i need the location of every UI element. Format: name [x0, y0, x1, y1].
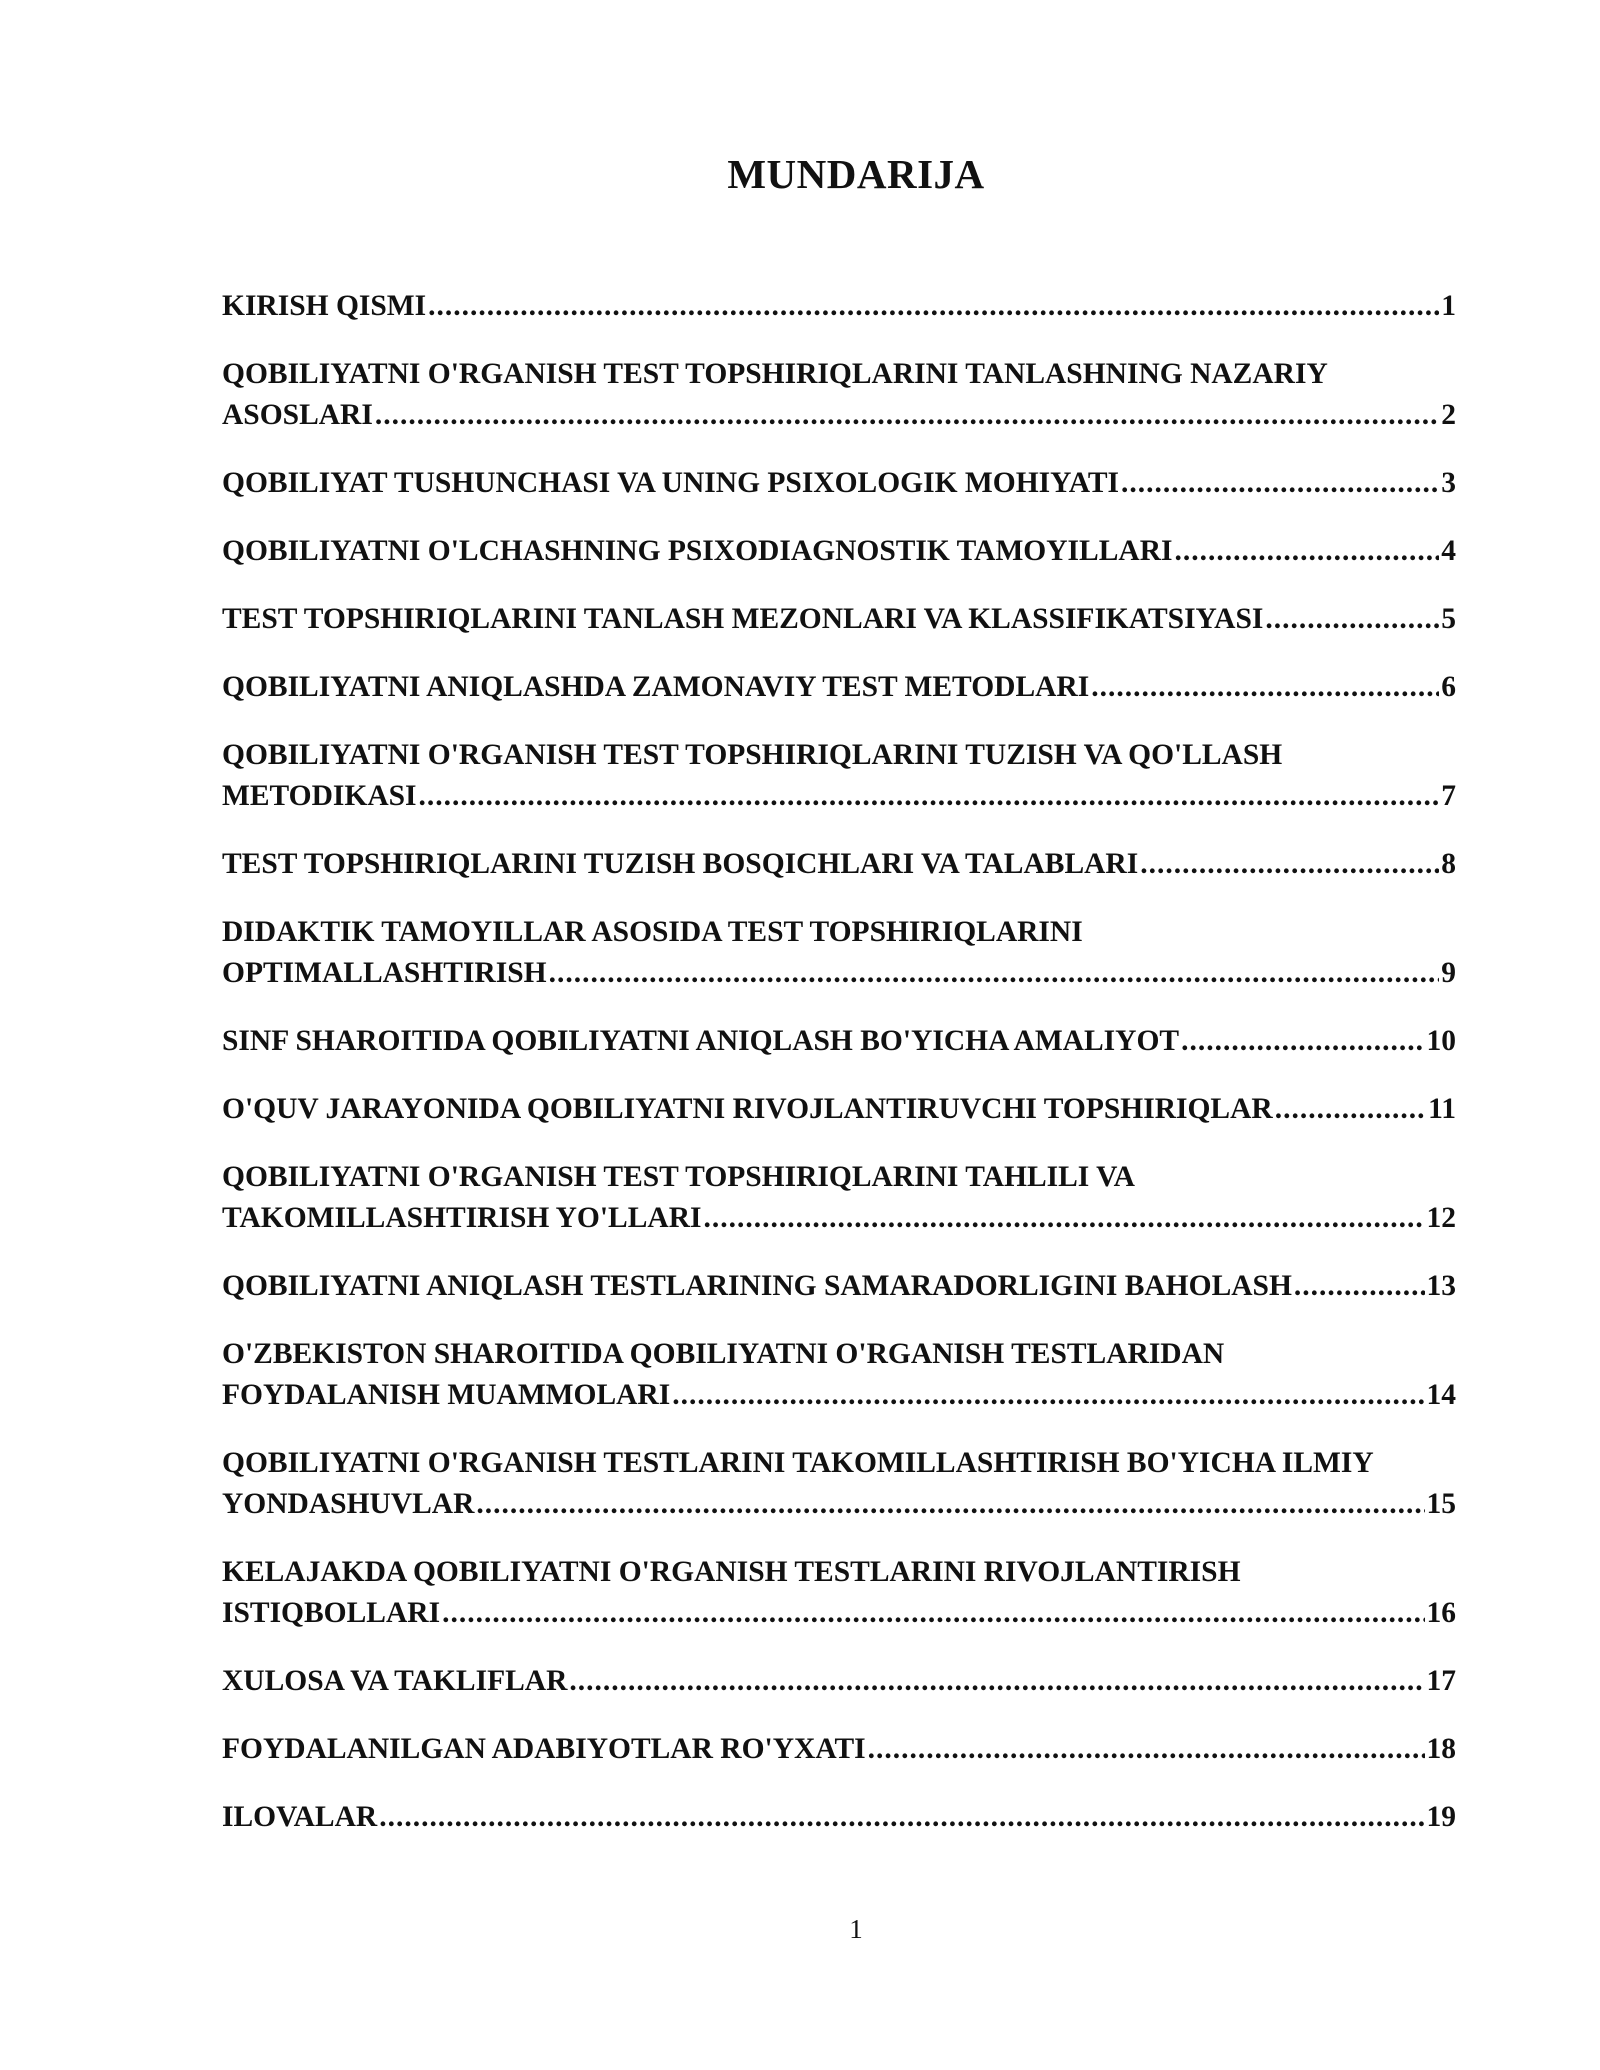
toc-entry-title: YONDASHUVLAR	[222, 1488, 475, 1520]
toc-entry-last-line	[222, 1661, 1456, 1702]
toc-dot-leader	[1275, 1089, 1426, 1130]
toc-entry-last-line	[222, 1089, 1456, 1130]
toc-entry-last-line	[222, 1729, 1456, 1770]
toc-entry-last-line	[222, 1021, 1456, 1062]
toc-page-number: 1	[1441, 290, 1456, 322]
toc-page-number: 14	[1426, 1379, 1456, 1411]
toc-entry-last-line	[222, 463, 1456, 504]
toc-entry-last-line	[222, 1266, 1456, 1307]
toc-dot-leader	[1174, 531, 1439, 572]
table-of-contents	[222, 286, 1456, 1865]
toc-page-number: 18	[1426, 1733, 1456, 1765]
toc-page-number: 16	[1426, 1597, 1456, 1629]
toc-entry-title: XULOSA VA TAKLIFLAR	[222, 1665, 568, 1697]
toc-entry[interactable]	[222, 1443, 1456, 1525]
toc-dot-leader	[1091, 667, 1439, 708]
toc-entry-last-line	[222, 1593, 1456, 1634]
toc-page-number: 3	[1441, 467, 1456, 499]
toc-dot-leader	[375, 395, 1439, 436]
toc-entry[interactable]	[222, 1797, 1456, 1838]
toc-page-number: 5	[1441, 603, 1456, 635]
toc-page-number: 17	[1426, 1665, 1456, 1697]
toc-entry[interactable]	[222, 354, 1456, 436]
toc-page-number: 8	[1441, 848, 1456, 880]
toc-entry-title: SINF SHAROITIDA QOBILIYATNI ANIQLASH BO'YICHA AMALIYOT	[222, 1025, 1180, 1057]
toc-dot-leader	[1181, 1021, 1424, 1062]
toc-entry-last-line	[222, 1198, 1456, 1239]
toc-entry-title-line1: QOBILIYATNI O'RGANISH TEST TOPSHIRIQLARINI TUZISH VA QO'LLASH	[222, 739, 1283, 771]
toc-entry-last-line	[222, 531, 1456, 572]
toc-entry[interactable]	[222, 599, 1456, 640]
toc-entry-title: ILOVALAR	[222, 1801, 378, 1833]
toc-entry[interactable]	[222, 844, 1456, 885]
toc-page-number: 13	[1426, 1270, 1456, 1302]
toc-entry-title: TAKOMILLASHTIRISH YO'LLARI	[222, 1202, 702, 1234]
toc-entry-title-line1: QOBILIYATNI O'RGANISH TESTLARINI TAKOMILLASHTIRISH BO'YICHA ILMIY	[222, 1447, 1374, 1479]
toc-entry-last-line	[222, 1484, 1456, 1525]
toc-entry-title: O'QUV JARAYONIDA QOBILIYATNI RIVOJLANTIRUVCHI TOPSHIRIQLAR	[222, 1093, 1273, 1125]
toc-entry-last-line	[222, 776, 1456, 817]
toc-entry-last-line	[222, 1375, 1456, 1416]
toc-entry-title: QOBILIYATNI ANIQLASHDA ZAMONAVIY TEST METODLARI	[222, 671, 1090, 703]
toc-entry-title: ASOSLARI	[222, 399, 373, 431]
toc-page-number: 7	[1441, 780, 1456, 812]
toc-entry-title-line1: O'ZBEKISTON SHAROITIDA QOBILIYATNI O'RGANISH TESTLARIDAN	[222, 1338, 1225, 1370]
page-number: 1	[849, 1914, 863, 1944]
toc-dot-leader	[1294, 1266, 1425, 1307]
toc-dot-leader	[442, 1593, 1424, 1634]
toc-entry[interactable]	[222, 735, 1456, 817]
toc-entry[interactable]	[222, 1334, 1456, 1416]
toc-entry-title: TEST TOPSHIRIQLARINI TANLASH MEZONLARI VA KLASSIFIKATSIYASI	[222, 603, 1264, 635]
toc-entry[interactable]	[222, 463, 1456, 504]
toc-entry-last-line	[222, 599, 1456, 640]
toc-dot-leader	[549, 953, 1440, 994]
toc-entry-title: OPTIMALLASHTIRISH	[222, 957, 547, 989]
toc-dot-leader	[703, 1198, 1424, 1239]
toc-entry-last-line	[222, 667, 1456, 708]
toc-entry-title: METODIKASI	[222, 780, 417, 812]
toc-entry[interactable]	[222, 667, 1456, 708]
toc-page-number: 10	[1426, 1025, 1456, 1057]
toc-entry-last-line	[222, 844, 1456, 885]
toc-entry-title: QOBILIYATNI O'LCHASHNING PSIXODIAGNOSTIK TAMOYILLARI	[222, 535, 1173, 567]
toc-entry-title: FOYDALANISH MUAMMOLARI	[222, 1379, 671, 1411]
toc-dot-leader	[1121, 463, 1439, 504]
toc-page-number: 11	[1428, 1093, 1456, 1125]
toc-dot-leader	[419, 776, 1440, 817]
toc-entry-title: FOYDALANILGAN ADABIYOTLAR RO'YXATI	[222, 1733, 866, 1765]
toc-page-number: 9	[1441, 957, 1456, 989]
toc-dot-leader	[569, 1661, 1424, 1702]
toc-entry-last-line	[222, 953, 1456, 994]
toc-entry[interactable]	[222, 1266, 1456, 1307]
toc-entry-title: QOBILIYATNI ANIQLASH TESTLARINING SAMARADORLIGINI BAHOLASH	[222, 1270, 1292, 1302]
toc-entry-title: ISTIQBOLLARI	[222, 1597, 441, 1629]
toc-page-number: 4	[1441, 535, 1456, 567]
toc-page-number: 2	[1441, 399, 1456, 431]
toc-page-number: 19	[1426, 1801, 1456, 1833]
toc-page-number: 6	[1441, 671, 1456, 703]
toc-entry-title-line1: KELAJAKDA QOBILIYATNI O'RGANISH TESTLARINI RIVOJLANTIRISH	[222, 1556, 1241, 1588]
toc-dot-leader	[672, 1375, 1424, 1416]
toc-entry[interactable]	[222, 1021, 1456, 1062]
toc-dot-leader	[476, 1484, 1424, 1525]
toc-entry-title: QOBILIYAT TUSHUNCHASI VA UNING PSIXOLOGIK MOHIYATI	[222, 467, 1119, 499]
toc-page-number: 12	[1426, 1202, 1456, 1234]
toc-entry[interactable]	[222, 1552, 1456, 1634]
toc-dot-leader	[868, 1729, 1425, 1770]
toc-entry[interactable]	[222, 286, 1456, 327]
toc-entry[interactable]	[222, 912, 1456, 994]
page-title: MUNDARIJA	[727, 151, 985, 197]
toc-entry[interactable]	[222, 1089, 1456, 1130]
toc-entry-title-line1: QOBILIYATNI O'RGANISH TEST TOPSHIRIQLARINI TAHLILI VA	[222, 1161, 1135, 1193]
toc-entry[interactable]	[222, 531, 1456, 572]
toc-entry-last-line	[222, 395, 1456, 436]
toc-dot-leader	[1265, 599, 1439, 640]
toc-dot-leader	[428, 286, 1439, 327]
toc-entry-title-line1: DIDAKTIK TAMOYILLAR ASOSIDA TEST TOPSHIRIQLARINI	[222, 916, 1083, 948]
toc-entry[interactable]	[222, 1661, 1456, 1702]
toc-entry-title: TEST TOPSHIRIQLARINI TUZISH BOSQICHLARI VA TALABLARI	[222, 848, 1139, 880]
toc-page-number: 15	[1426, 1488, 1456, 1520]
toc-entry[interactable]	[222, 1729, 1456, 1770]
toc-entry[interactable]	[222, 1157, 1456, 1239]
toc-entry-last-line	[222, 1797, 1456, 1838]
toc-entry-title-line1: QOBILIYATNI O'RGANISH TEST TOPSHIRIQLARINI TANLASHNING NAZARIY	[222, 358, 1328, 390]
toc-dot-leader	[1140, 844, 1439, 885]
toc-dot-leader	[379, 1797, 1424, 1838]
toc-entry-title: KIRISH QISMI	[222, 290, 427, 322]
toc-entry-last-line	[222, 286, 1456, 327]
